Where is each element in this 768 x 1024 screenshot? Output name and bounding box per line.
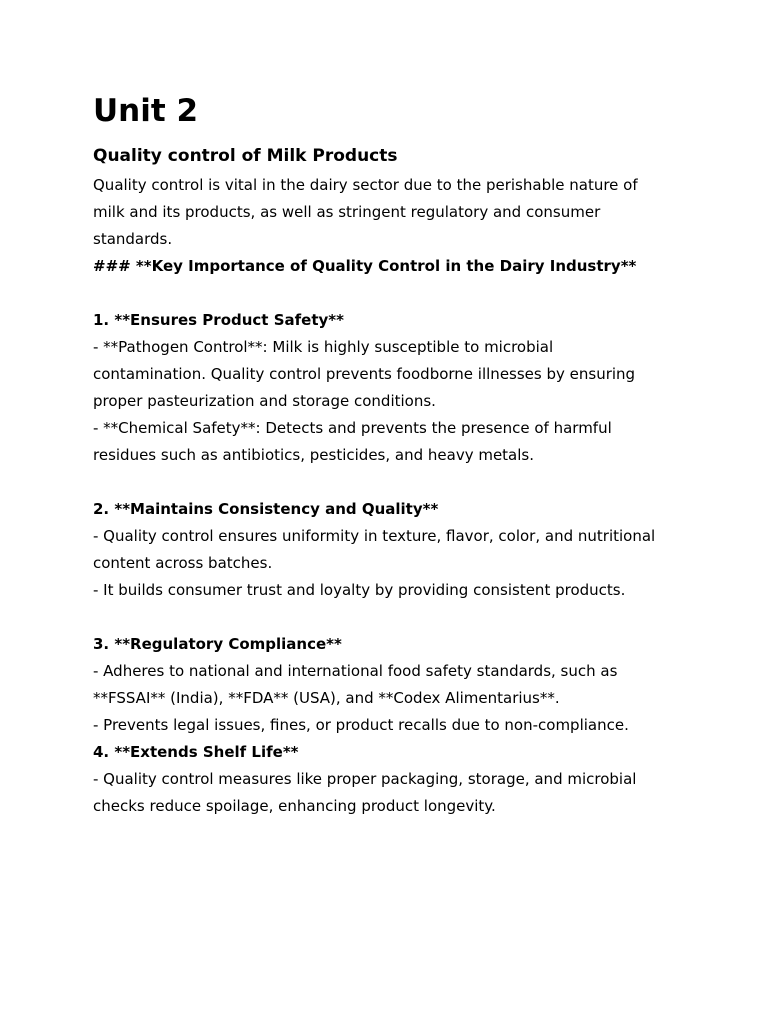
item-line: - Quality control measures like proper packaging, storage, and microbial checks reduce spoilage, enhancing product longevity. bbox=[93, 770, 637, 815]
item-line: - Adheres to national and international food safety standards, such as **FSSAI** (India), **FDA** (USA), and **Codex Alimentarius**. bbox=[93, 662, 618, 707]
unit-title: Unit 2 bbox=[93, 93, 199, 129]
item-heading: 4. **Extends Shelf Life** bbox=[93, 743, 299, 761]
item-line: - It builds consumer trust and loyalty by providing consistent products. bbox=[93, 581, 626, 599]
document-title: Quality control of Milk Products bbox=[93, 146, 398, 166]
item-line: - **Chemical Safety**: Detects and prevents the presence of harmful residues such as antibiotics, pesticides, and heavy metals. bbox=[93, 419, 612, 464]
item-4 bbox=[93, 739, 668, 820]
item-2 bbox=[93, 496, 668, 604]
spacer bbox=[93, 604, 668, 631]
item-1 bbox=[93, 307, 668, 469]
item-heading: 2. **Maintains Consistency and Quality** bbox=[93, 500, 439, 518]
section-heading: ### **Key Importance of Quality Control in the Dairy Industry** bbox=[93, 257, 637, 275]
item-heading: 3. **Regulatory Compliance** bbox=[93, 635, 342, 653]
item-3 bbox=[93, 631, 668, 739]
item-line: - Prevents legal issues, fines, or product recalls due to non-compliance. bbox=[93, 716, 629, 734]
spacer bbox=[93, 469, 668, 496]
item-line: - Quality control ensures uniformity in texture, flavor, color, and nutritional content across batches. bbox=[93, 527, 656, 572]
intro-paragraph: Quality control is vital in the dairy sector due to the perishable nature of milk and its products, as well as stringent regulatory and consumer standards. bbox=[93, 176, 638, 248]
item-line: - **Pathogen Control**: Milk is highly susceptible to microbial contamination. Quality control prevents foodborne illnesses by ensuring proper pasteurization and storage conditions. bbox=[93, 338, 636, 410]
spacer bbox=[93, 280, 668, 307]
item-heading: 1. **Ensures Product Safety** bbox=[93, 311, 344, 329]
